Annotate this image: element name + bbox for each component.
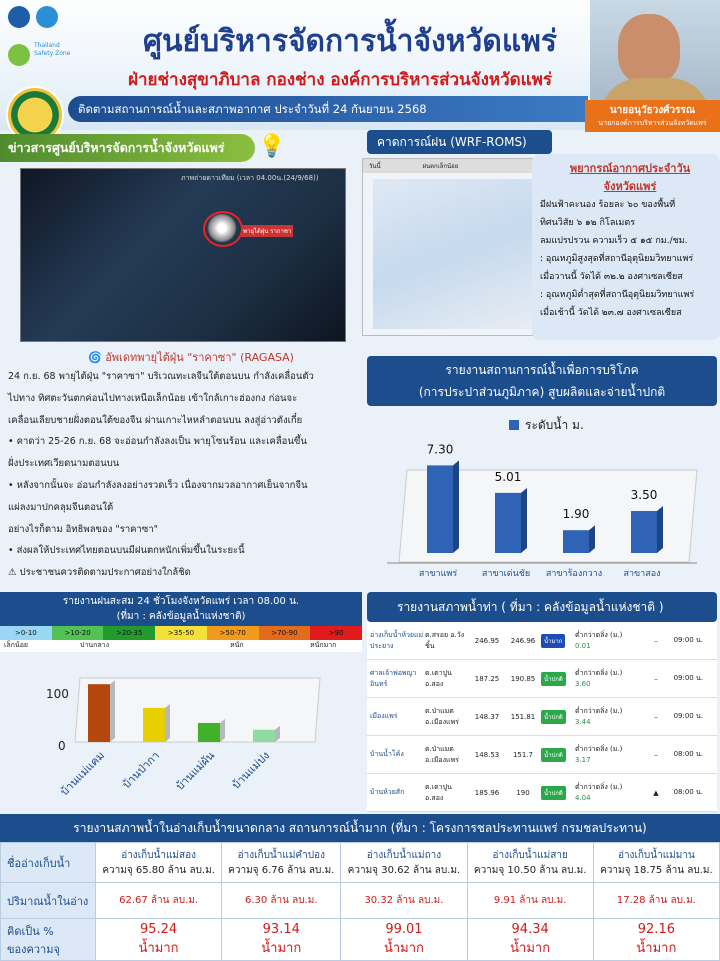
table-row (367, 774, 717, 812)
rain-bar-label: บ้านแม่ผัน (173, 748, 218, 793)
rain-bar-label: บ้านแม่ปง (229, 748, 273, 792)
rain-legend-item: >0-10 (0, 626, 52, 640)
station-level-b: 190 (516, 788, 530, 797)
y-tick-0: 0 (58, 739, 66, 753)
bank-level-label: ต่ำกว่าตลิ่ง (ม.) (575, 744, 623, 753)
typhoon-label: พายุไต้ฝุ่น รากาซา (241, 225, 293, 237)
dam-capacity: ความจุ 10.50 ล้าน ลบ.ม. (473, 864, 587, 876)
news-warning (8, 562, 360, 584)
dam-name: อ่างเก็บน้ำแม่คำปอง (237, 849, 325, 861)
supply-bar-chart (367, 410, 717, 585)
station-location: ต.ป่าแมต อ.เมืองแพร่ (425, 706, 459, 726)
dam-percent (467, 919, 593, 961)
rain-bar (253, 730, 275, 742)
station-name: บ้านห้วยสัก (370, 788, 405, 796)
report-time: 09:00 น. (673, 636, 703, 644)
row-label-line1: คิดเป็น % (7, 924, 54, 938)
news-line: ฝั่งประเทศเวียดนามตอนบน (8, 458, 120, 470)
bank-level (575, 744, 645, 766)
y-tick-100: 100 (46, 687, 69, 701)
bank-level-label: ต่ำกว่าตลิ่ง (ม.) (575, 668, 623, 677)
rain-bar-side (165, 704, 170, 742)
supply-title-line2: (การประปาส่วนภูมิภาค) สูบผลิตและจ่ายน้ำปกติ (418, 385, 666, 399)
news-line: • คาดว่า 25-26 ก.ย. 68 จะอ่อนกำลังลงเป็น พายุโซนร้อน และเคลื่อนขึ้น (8, 436, 307, 448)
supply-bar-value: 1.90 (562, 507, 590, 522)
dam-name: อ่างเก็บน้ำแม่สอง (121, 849, 196, 861)
weather-forecast-box (532, 154, 720, 340)
dam-name-cell (467, 843, 593, 883)
wrf-map-area (373, 179, 533, 329)
typhoon-news (8, 350, 360, 590)
supply-bar-value: 5.01 (494, 469, 522, 484)
water-level-header: รายงานสภาพน้ำท่า ( ที่มา : คลังข้อมูลน้ำแห่งชาติ ) (367, 592, 717, 622)
table-row (1, 883, 720, 919)
bank-level (575, 668, 645, 690)
rain-bar (88, 684, 110, 742)
bank-level (575, 630, 645, 652)
rain-legend-item: >20-35 (103, 626, 155, 640)
safety-zone-label: Thailand Safety Zone (34, 42, 71, 57)
dam-state: น้ำมาก (636, 940, 677, 956)
dam-state: น้ำมาก (383, 940, 424, 956)
status-badge: น้ำปกติ (541, 710, 566, 724)
bank-level-value: 3.44 (575, 717, 591, 726)
rain-bar-side (110, 680, 115, 742)
supply-bar-side (453, 460, 459, 553)
rain-legend-item: >35-50 (155, 626, 207, 640)
status-cell (541, 672, 575, 686)
satellite-image (20, 168, 346, 342)
warning-text: ประชาชนควรติดตามประกาศอย่างใกล้ชิด (19, 567, 191, 579)
rain-bar-side (220, 719, 225, 742)
official-position: นายกองค์การบริหารส่วนจังหวัดแพร่ (598, 119, 707, 127)
news-line: เคลื่อนเลียบชายฝั่งตอนใต้ของจีน ผ่านเกาะไหหลำตอนบน ลงสู่อ่าวตังเกี๋ย (8, 414, 303, 426)
station-location: ต.เตาปูน อ.สอง (425, 782, 452, 802)
dam-percent (96, 919, 222, 961)
bank-level-value: 4.04 (575, 793, 591, 802)
dam-name-cell (341, 843, 467, 883)
forecast-title-line1: พยากรณ์อากาศประจำวัน (569, 162, 691, 175)
rain-legend-item: >10-20 (52, 626, 104, 640)
bank-level-value: 3.60 (575, 679, 591, 688)
dam-volume: 30.32 ล้าน ลบ.ม. (341, 883, 467, 919)
page-title: ศูนย์บริหารจัดการน้ำจังหวัดแพร่ (142, 24, 558, 59)
station-level-a: 148.53 (474, 750, 500, 759)
rain-bar-label: บ้านป่ากา (119, 748, 163, 792)
dam-table (0, 842, 720, 961)
dam-state: น้ำมาก (138, 940, 179, 956)
dam-volume: 6.30 ล้าน ลบ.ม. (222, 883, 341, 919)
water-supply-header (367, 356, 717, 406)
row-label (1, 919, 96, 961)
dam-volume: 17.28 ล้าน ลบ.ม. (593, 883, 719, 919)
station-level-a: 246.95 (474, 636, 500, 645)
forecast-line: : อุณหภูมิสูงสุดที่สถานีอุตุนิยมวิทยาแพร่ (540, 254, 694, 264)
supply-bar-value: 3.50 (630, 488, 658, 502)
rain-bar-label: บ้านแม่แคม (57, 748, 108, 799)
dam-volume: 62.67 ล้าน ลบ.ม. (96, 883, 222, 919)
station-level-b: 246.96 (510, 636, 536, 645)
dam-capacity: ความจุ 6.76 ล้าน ลบ.ม. (228, 864, 335, 876)
report-time: 09:00 น. (673, 674, 703, 682)
news-line: ไปทาง ทิศตะวันตกค่อนไปทางเหนือเล็กน้อย เข้าใกล้เกาะฮ่องกง ก่อนจะ (8, 392, 298, 404)
bank-level-label: ต่ำกว่าตลิ่ง (ม.) (575, 706, 623, 715)
rain-report-header (0, 592, 362, 626)
warning-icon: ⚠ (8, 567, 17, 579)
station-level-a: 148.37 (474, 712, 500, 721)
station-level-b: 151.7 (512, 750, 534, 759)
forecast-line: เมื่อวานนี้ วัดได้ ๓๒.๒ องศาเซลเซียส (540, 272, 683, 282)
supply-bar-label: สาขาแพร่ (418, 569, 458, 579)
trend-icon: ▲ (653, 788, 659, 797)
table-row (1, 843, 720, 883)
typhoon-icon: 🌀 (88, 351, 102, 364)
forecast-title-line2: จังหวัดแพร่ (603, 180, 657, 193)
station-name: เมืองแพร่ (370, 712, 398, 720)
status-cell (541, 786, 575, 800)
supply-bar-side (521, 488, 527, 553)
typhoon-circle (203, 211, 243, 247)
bank-level (575, 706, 645, 728)
table-row (1, 919, 720, 961)
status-badge: น้ำมาก (541, 634, 565, 648)
news-headline (8, 350, 360, 366)
dam-name: อ่างเก็บน้ำแม่มาน (617, 849, 695, 861)
rain-bar (198, 723, 220, 742)
report-time: 08:00 น. (673, 750, 703, 758)
supply-bar-value: 7.30 (426, 442, 454, 457)
dam-state: น้ำมาก (261, 940, 302, 956)
report-time: 09:00 น. (673, 712, 703, 720)
station-location: ต.เตาปูน อ.สอง (425, 668, 452, 688)
dam-percent (222, 919, 341, 961)
forecast-title (548, 160, 712, 196)
bank-level-label: ต่ำกว่าตลิ่ง (ม.) (575, 782, 623, 791)
dam-percent-value: 95.24 (139, 921, 178, 937)
satellite-caption: ภาพถ่ายดาวเทียม (เวลา 04.00น.(24/9/68)) (181, 174, 319, 182)
station-name: ศาลเจ้าพ่อพญาอินทร์ (370, 668, 417, 688)
news-section-title: ข่าวสารศูนย์บริหารจัดการน้ำจังหวัดแพร่ (0, 134, 255, 162)
forecast-line: ทิศนวิสัย ๖ ๑๒ กิโลเมตร (540, 218, 636, 228)
row-label-line2: ของความจุ (7, 942, 60, 956)
dam-report-header: รายงานสภาพน้ำในอ่างเก็บน้ำขนาดกลาง สถานการณ์น้ำมาก (ที่มา : โครงการชลประทานแพร่ กรมชลประทาน) (0, 814, 720, 842)
dam-capacity: ความจุ 18.75 ล้าน ลบ.ม. (600, 864, 713, 876)
rain-legend-item: >90 (310, 626, 362, 640)
news-line: แผ่ลงมาปกคลุมจีนตอนใต้ (8, 501, 114, 513)
station-level-b: 151.81 (510, 712, 536, 721)
dam-percent (341, 919, 467, 961)
forecast-line: เมื่อเช้านี้ วัดได้ ๒๓.๗ องศาเซลเซียส (540, 308, 682, 318)
station-location: ต.สรอย อ.วังชิ้น (425, 630, 465, 650)
status-cell (541, 748, 575, 762)
supply-bar-label: สาขาเด่นชัย (481, 569, 531, 579)
station-name: บ้านน้ำโค้ง (370, 750, 404, 758)
dam-percent-value: 92.16 (637, 921, 675, 937)
station-level-a: 185.96 (474, 788, 500, 797)
lightbulb-icon: 💡 (258, 134, 286, 159)
name-box (585, 100, 720, 132)
dam-name-cell (96, 843, 222, 883)
trend-icon: – (654, 712, 658, 721)
rain-legend-item: >50-70 (207, 626, 259, 640)
wrf-title: คาดการณ์ฝน (WRF-ROMS) (367, 130, 552, 154)
dam-percent (593, 919, 719, 961)
supply-bar-label: สาขาสอง (623, 569, 661, 579)
date-bar: ติดตามสถานการณ์น้ำและสภาพอากาศ ประจำวันที่ 24 กันยายน 2568 (68, 96, 588, 122)
trend-icon: – (654, 750, 658, 759)
dam-percent-value: 94.34 (511, 921, 549, 937)
dam-name: อ่างเก็บน้ำแม่ถาง (366, 849, 442, 861)
rain-legend (0, 626, 362, 640)
dam-percent-value: 99.01 (385, 921, 423, 937)
status-cell (541, 634, 575, 648)
table-row (367, 698, 717, 736)
status-badge: น้ำปกติ (541, 672, 566, 686)
supply-bar (427, 465, 453, 553)
news-line: 24 ก.ย. 68 พายุไต้ฝุ่น "ราคาซา" บริเวณทะเลจีนใต้ตอนบน กำลังเคลื่อนตัว (8, 371, 314, 382)
supply-title-line1: รายงานสถานการณ์น้ำเพื่อการบริโภค (445, 363, 639, 377)
rain-title-line1: รายงานฝนสะสม 24 ชั่วโมงจังหวัดแพร่ เวลา 08.00 น. (62, 596, 300, 607)
official-name: นายอนุวัธวงศ์วรรณ (609, 105, 696, 116)
supply-bar (563, 530, 589, 553)
report-time: 08:00 น. (673, 788, 703, 796)
station-name: อ่างเก็บน้ำห้วยแม่ประยาง (370, 630, 424, 650)
legend-swatch (509, 420, 519, 430)
station-location: ต.ป่าแมต อ.เมืองแพร่ (425, 744, 459, 764)
legend-label: ระดับน้ำ ม. (525, 418, 584, 432)
supply-bar-label: สาขาร้องกวาง (545, 569, 603, 579)
green-logo (8, 44, 30, 66)
bank-level-value: 0.01 (575, 641, 591, 650)
trend-icon: – (654, 674, 658, 683)
rain-title-line2: (ที่มา : คลังข้อมูลน้ำแห่งชาติ) (116, 611, 246, 622)
station-level-a: 187.25 (474, 674, 500, 683)
rain-bar-chart (20, 660, 360, 820)
rain-categories (0, 640, 362, 652)
water-level-table (367, 622, 717, 812)
rain-bar (143, 708, 165, 742)
supply-bar (495, 493, 521, 553)
dam-name: อ่างเก็บน้ำแม่สาย (492, 849, 568, 861)
table-row (367, 660, 717, 698)
news-headline-text: อัพเดทพายุไต้ฝุ่น "ราคาซา" (RAGASA) (105, 351, 294, 364)
dam-name-cell (593, 843, 719, 883)
wrf-rain-map (362, 158, 542, 336)
government-logo (8, 6, 30, 28)
bank-level (575, 782, 645, 804)
wrf-tabs (363, 159, 543, 173)
status-badge: น้ำปกติ (541, 786, 566, 800)
table-row (367, 622, 717, 660)
dam-state: น้ำมาก (510, 940, 551, 956)
forecast-line: มีฝนฟ้าคะนอง ร้อยละ ๖๐ ของพื้นที่ (540, 200, 676, 210)
wrf-tab-today[interactable]: วันนี้ (369, 163, 381, 170)
row-label: ชื่ออ่างเก็บน้ำ (1, 843, 96, 883)
wrf-tab-light-rain[interactable]: ฝนตกเล็กน้อย (422, 163, 459, 170)
rain-legend-item: >70-90 (259, 626, 311, 640)
status-cell (541, 710, 575, 724)
dam-percent-value: 93.14 (262, 921, 300, 937)
forecast-line: ลมแปรปรวน ความเร็ว ๕ ๑๕ กม./ชม. (540, 236, 688, 246)
forecast-line: : อุณหภูมิต่ำสุดที่สถานีอุตุนิยมวิทยาแพร่ (540, 290, 695, 300)
news-line: • หลังจากนั้นจะ อ่อนกำลังลงอย่างรวดเร็ว เนื่องจากมวลอากาศเย็นจากจีน (8, 479, 308, 491)
dam-name-cell (222, 843, 341, 883)
bank-level-label: ต่ำกว่าตลิ่ง (ม.) (575, 630, 623, 639)
dam-capacity: ความจุ 65.80 ล้าน ลบ.ม. (102, 864, 215, 876)
rain-cat: หนักมาก (310, 641, 337, 649)
news-line: • ส่งผลให้ประเทศไทยตอนบนมีฝนตกหนักเพิ่มขึ้นในระยะนี้ (8, 545, 245, 557)
news-line: อย่างไรก็ตาม อิทธิพลของ "ราคาซา" (8, 523, 159, 535)
page-subtitle: ฝ่ายช่างสุขาภิบาล กองช่าง องค์การบริหารส่วนจังหวัดแพร่ (128, 70, 552, 90)
rain-cat: เล็กน้อย (4, 641, 29, 649)
rain-cat: ปานกลาง (80, 641, 110, 649)
portrait-head (618, 14, 680, 84)
station-level-b: 190.85 (510, 674, 536, 683)
status-badge: น้ำปกติ (541, 748, 566, 762)
table-row (367, 736, 717, 774)
supply-bar (631, 511, 657, 553)
row-label: ปริมาณน้ำในอ่าง (1, 883, 96, 919)
trend-icon: – (654, 636, 658, 645)
rain-cat: หนัก (230, 641, 244, 649)
bank-level-value: 3.17 (575, 755, 591, 764)
dam-volume: 9.91 ล้าน ลบ.ม. (467, 883, 593, 919)
water-drop-logo (36, 6, 58, 28)
supply-bar-side (657, 506, 663, 553)
dam-capacity: ความจุ 30.62 ล้าน ลบ.ม. (347, 864, 461, 876)
header (0, 0, 720, 130)
